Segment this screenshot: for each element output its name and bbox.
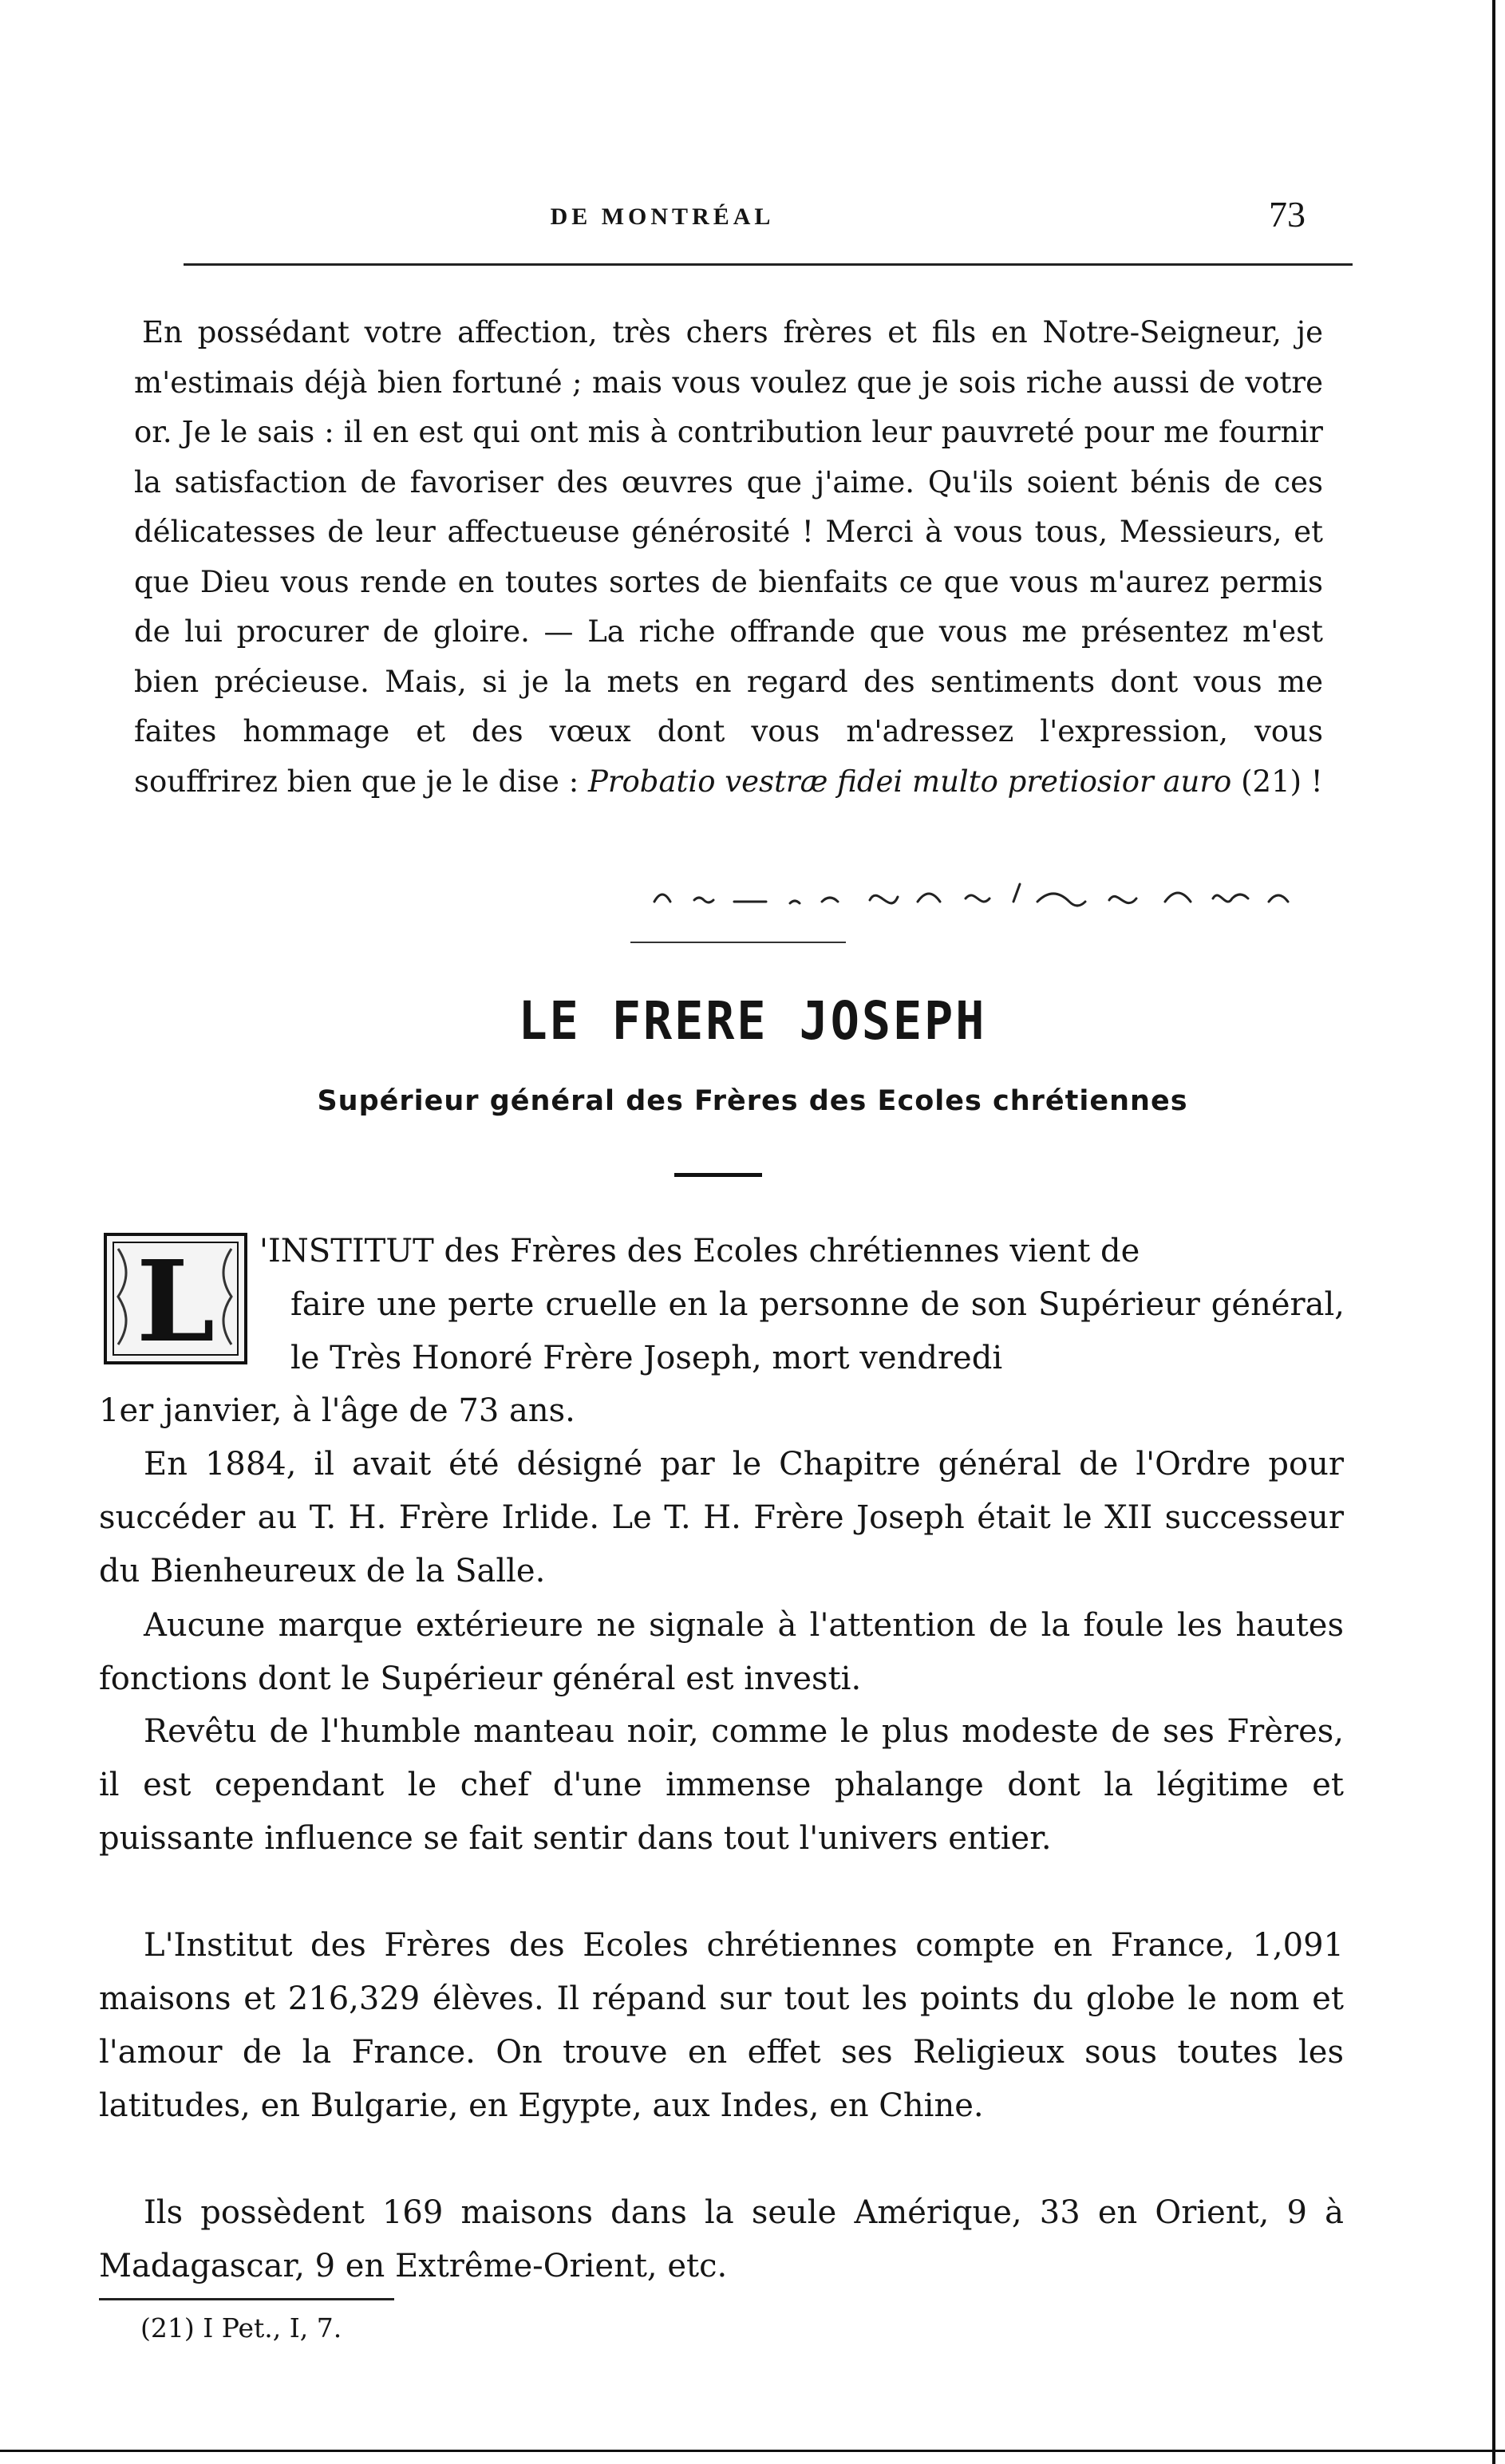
- footnote-reference: (21) !: [1241, 764, 1323, 799]
- paragraph-6: Ils possèdent 169 maisons dans la seule Amérique, 33 en Orient, 9 à Madagascar, 9 en Extrême-Orient, etc.: [99, 2194, 1344, 2284]
- svg-text:L: L: [136, 1237, 215, 1364]
- section-divider: [630, 942, 846, 943]
- page-edge-bottom: [0, 2450, 1505, 2452]
- page-number: 73: [1269, 194, 1306, 235]
- paragraph-1-end: 1er janvier, à l'âge de 73 ans.: [99, 1392, 575, 1429]
- ornamental-drop-cap: [104, 1233, 247, 1364]
- paragraph-1-first-line: 'INSTITUT des Frères des Ecoles chrétiennes vient de: [259, 1233, 1140, 1270]
- footnote: (21) I Pet., I, 7.: [140, 2312, 342, 2344]
- paragraph-5: L'Institut des Frères des Ecoles chrétiennes compte en France, 1,091 maisons et 216,329 élèves. Il répand sur tout les points du globe le nom et l'amour de la France. On trouve en effet ses Religieux sous toutes les latitudes, en Bulgarie, en Egypte, aux Indes, en Chine.: [99, 1927, 1344, 2124]
- latin-quote: Probatio vestræ fidei multo pretiosior auro: [587, 764, 1232, 799]
- paragraph-1-continued: faire une perte cruelle en la personne de son Supérieur général, le Très Honoré Frère Joseph, mort vendredi: [290, 1286, 1345, 1376]
- paragraph-2: En 1884, il avait été désigné par le Chapitre général de l'Ordre pour succéder au T. H. Frère Irlide. Le T. H. Frère Joseph était le XII successeur du Bienheureux de la Salle.: [99, 1446, 1344, 1589]
- running-head: DE MONTRÉAL: [550, 203, 775, 230]
- footnote-rule: [99, 2298, 394, 2300]
- title-rule: [674, 1173, 762, 1177]
- section-title: LE FRERE JOSEPH: [518, 990, 987, 1052]
- page-edge-right: [1492, 0, 1495, 2464]
- paragraph-3: Aucune marque extérieure ne signale à l'attention de la foule les hautes fonctions dont le Supérieur général est investi.: [99, 1607, 1344, 1697]
- header-rule: [184, 263, 1353, 266]
- intro-text: En possédant votre affection, très chers frères et fils en Notre-Seigneur, je m'estimais déjà bien fortuné ; mais vous voulez que je sois riche aussi de votre or. Je le sais : il en est qui ont mis à contribution leur pauvreté pour me fournir la satisfaction de favoriser des œuvres que j'aime. Qu'ils soient bénis de ces délicatesses de leur affectueuse générosité ! Merci à vous tous, Messieurs, et que Dieu vous rende en toutes sortes de bienfaits ce que vous m'aurez permis de lui procurer de gloire. — La riche offrande que vous me présentez m'est bien précieuse. Mais, si je la mets en regard des sentiments dont vous me faites hommage et des vœux dont vous m'adressez l'expression, vous souffrirez bien que je le dise :: [134, 315, 1323, 799]
- intro-paragraph: [134, 308, 1323, 807]
- paragraph-4: Revêtu de l'humble manteau noir, comme le plus modeste de ses Frères, il est cependant le chef d'une immense phalange dont la légitime et puissante influence se fait sentir dans tout l'univers entier.: [99, 1713, 1344, 1857]
- handwritten-annotation: [638, 878, 1492, 926]
- section-subtitle: Supérieur général des Frères des Ecoles chrétiennes: [317, 1085, 1188, 1117]
